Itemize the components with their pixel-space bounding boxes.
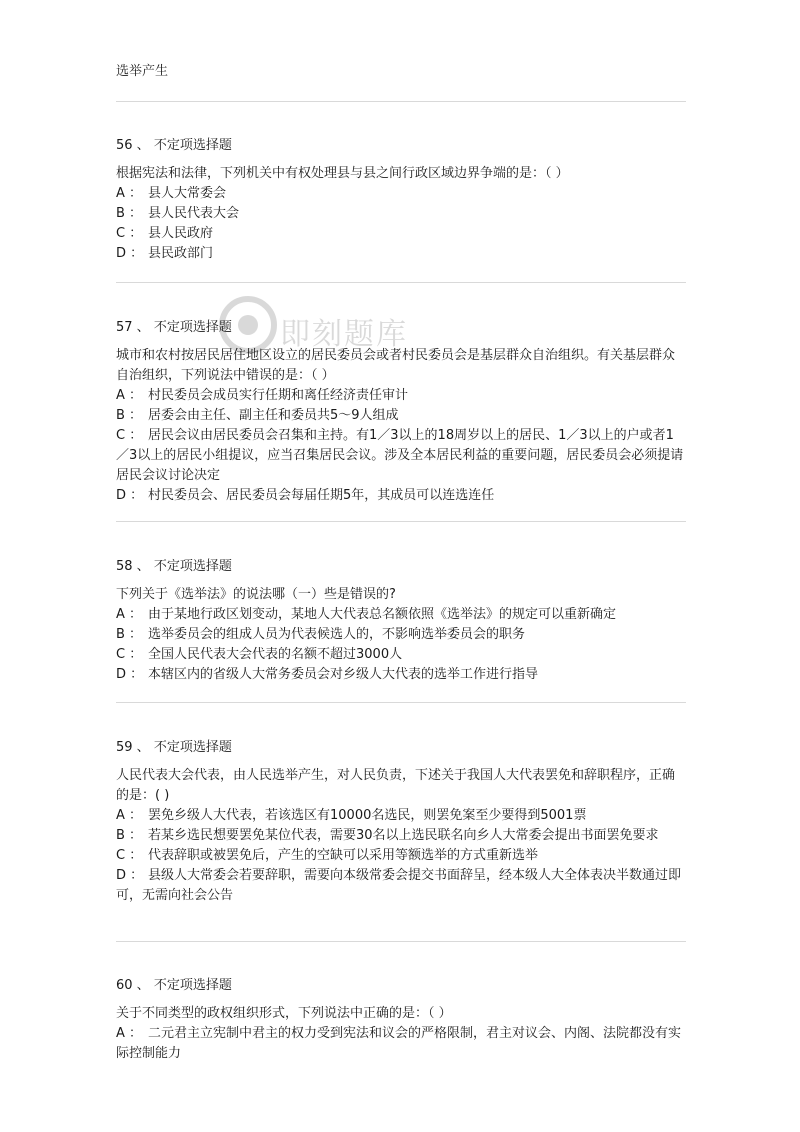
question-58 bbox=[116, 557, 686, 685]
divider bbox=[116, 282, 686, 283]
option-text: 全国人民代表大会代表的名额不超过3000人 bbox=[148, 647, 403, 662]
option-text: 村民委员会成员实行任期和离任经济责任审计 bbox=[148, 388, 409, 403]
option-letter: C ： bbox=[116, 428, 143, 443]
question-59 bbox=[116, 738, 686, 906]
question-56 bbox=[116, 136, 686, 264]
question-header bbox=[116, 318, 686, 338]
option-b[interactable] bbox=[116, 406, 686, 426]
option-letter: B ： bbox=[116, 828, 143, 843]
page-header-fragment: 选举产生 bbox=[116, 64, 169, 79]
question-60 bbox=[116, 976, 686, 1064]
question-stem: 关于不同类型的政权组织形式，下列说法中正确的是：（ ） bbox=[116, 1006, 452, 1021]
option-letter: A ： bbox=[116, 808, 143, 823]
option-text: 县人民代表大会 bbox=[148, 206, 240, 221]
option-letter: D ： bbox=[116, 488, 144, 503]
option-b[interactable] bbox=[116, 625, 686, 645]
option-letter: B ： bbox=[116, 627, 143, 642]
option-d[interactable] bbox=[116, 244, 686, 264]
question-type: 不定项选择题 bbox=[153, 740, 232, 755]
option-b[interactable] bbox=[116, 204, 686, 224]
watermark-text: 即刻题库 bbox=[280, 317, 408, 352]
divider bbox=[116, 101, 686, 102]
option-text: 若某乡选民想要罢免某位代表，需要30名以上选民联名向乡人大常委会提出书面罢免要求 bbox=[148, 828, 659, 843]
option-a[interactable] bbox=[116, 1024, 686, 1064]
option-a[interactable] bbox=[116, 184, 686, 204]
question-header bbox=[116, 976, 686, 996]
option-letter: A ： bbox=[116, 388, 143, 403]
question-number: 60 、 bbox=[116, 978, 150, 993]
question-header bbox=[116, 136, 686, 156]
option-letter: B ： bbox=[116, 408, 143, 423]
option-d[interactable] bbox=[116, 486, 686, 506]
option-a[interactable] bbox=[116, 806, 686, 826]
question-header bbox=[116, 557, 686, 577]
question-stem: 城市和农村按居民居住地区设立的居民委员会或者村民委员会是基层群众自治组织。有关基层群众自治组织，下列说法中错误的是：（ ） bbox=[116, 348, 676, 383]
question-type: 不定项选择题 bbox=[153, 138, 232, 153]
option-text: 县人大常委会 bbox=[148, 186, 227, 201]
option-text: 罢免乡级人大代表，若该选区有10000名选民，则罢免案至少要得到5001票 bbox=[148, 808, 587, 823]
question-number: 59 、 bbox=[116, 740, 150, 755]
question-stem: 根据宪法和法律，下列机关中有权处理县与县之间行政区域边界争端的是：（ ） bbox=[116, 166, 569, 181]
option-text: 本辖区内的省级人大常务委员会对乡级人大代表的选举工作进行指导 bbox=[148, 667, 539, 682]
option-text: 由于某地行政区划变动，某地人大代表总名额依照《选举法》的规定可以重新确定 bbox=[148, 607, 617, 622]
divider bbox=[116, 702, 686, 703]
option-text: 县民政部门 bbox=[148, 246, 214, 261]
option-letter: D ： bbox=[116, 667, 144, 682]
option-letter: D ： bbox=[116, 246, 144, 261]
option-c[interactable] bbox=[116, 426, 686, 486]
option-d[interactable] bbox=[116, 665, 686, 685]
divider bbox=[116, 941, 686, 942]
option-d[interactable] bbox=[116, 866, 686, 906]
option-letter: A ： bbox=[116, 186, 143, 201]
option-text: 村民委员会、居民委员会每届任期5年，其成员可以连选连任 bbox=[148, 488, 495, 503]
option-text: 县级人大常委会若要辞职，需要向本级常委会提交书面辞呈，经本级人大全体表决半数通过即可，无需向社会公告 bbox=[116, 868, 682, 903]
question-type: 不定项选择题 bbox=[153, 559, 232, 574]
option-a[interactable] bbox=[116, 605, 686, 625]
question-number: 57 、 bbox=[116, 320, 150, 335]
question-number: 56 、 bbox=[116, 138, 150, 153]
question-57 bbox=[116, 318, 686, 506]
option-text: 二元君主立宪制中君主的权力受到宪法和议会的严格限制，君主对议会、内阁、法院都没有实际控制能力 bbox=[116, 1026, 682, 1061]
question-header bbox=[116, 738, 686, 758]
option-letter: A ： bbox=[116, 1026, 143, 1041]
option-text: 县人民政府 bbox=[148, 226, 214, 241]
option-letter: C ： bbox=[116, 226, 143, 241]
question-stem: 人民代表大会代表，由人民选举产生，对人民负责，下述关于我国人大代表罢免和辞职程序，正确的是：( ) bbox=[116, 768, 676, 803]
option-b[interactable] bbox=[116, 826, 686, 846]
option-text: 居委会由主任、副主任和委员共5～9人组成 bbox=[148, 408, 399, 423]
option-letter: A ： bbox=[116, 607, 143, 622]
option-letter: B ： bbox=[116, 206, 143, 221]
option-letter: C ： bbox=[116, 647, 143, 662]
option-text: 居民会议由居民委员会召集和主持。有1／3以上的18周岁以上的居民、1／3以上的户或者1／3以上的居民小组提议，应当召集居民会议。涉及全本居民利益的重要问题，居民委员会必须提请居民会议讨论决定 bbox=[116, 428, 684, 483]
option-letter: D ： bbox=[116, 868, 144, 883]
option-c[interactable] bbox=[116, 224, 686, 244]
question-stem: 下列关于《选举法》的说法哪（一）些是错误的? bbox=[116, 587, 396, 602]
option-c[interactable] bbox=[116, 846, 686, 866]
divider bbox=[116, 521, 686, 522]
question-type: 不定项选择题 bbox=[153, 978, 232, 993]
option-c[interactable] bbox=[116, 645, 686, 665]
question-number: 58 、 bbox=[116, 559, 150, 574]
option-a[interactable] bbox=[116, 386, 686, 406]
option-letter: C ： bbox=[116, 848, 143, 863]
question-type: 不定项选择题 bbox=[153, 320, 232, 335]
option-text: 代表辞职或被罢免后，产生的空缺可以采用等额选举的方式重新选举 bbox=[148, 848, 539, 863]
option-text: 选举委员会的组成人员为代表候选人的，不影响选举委员会的职务 bbox=[148, 627, 526, 642]
